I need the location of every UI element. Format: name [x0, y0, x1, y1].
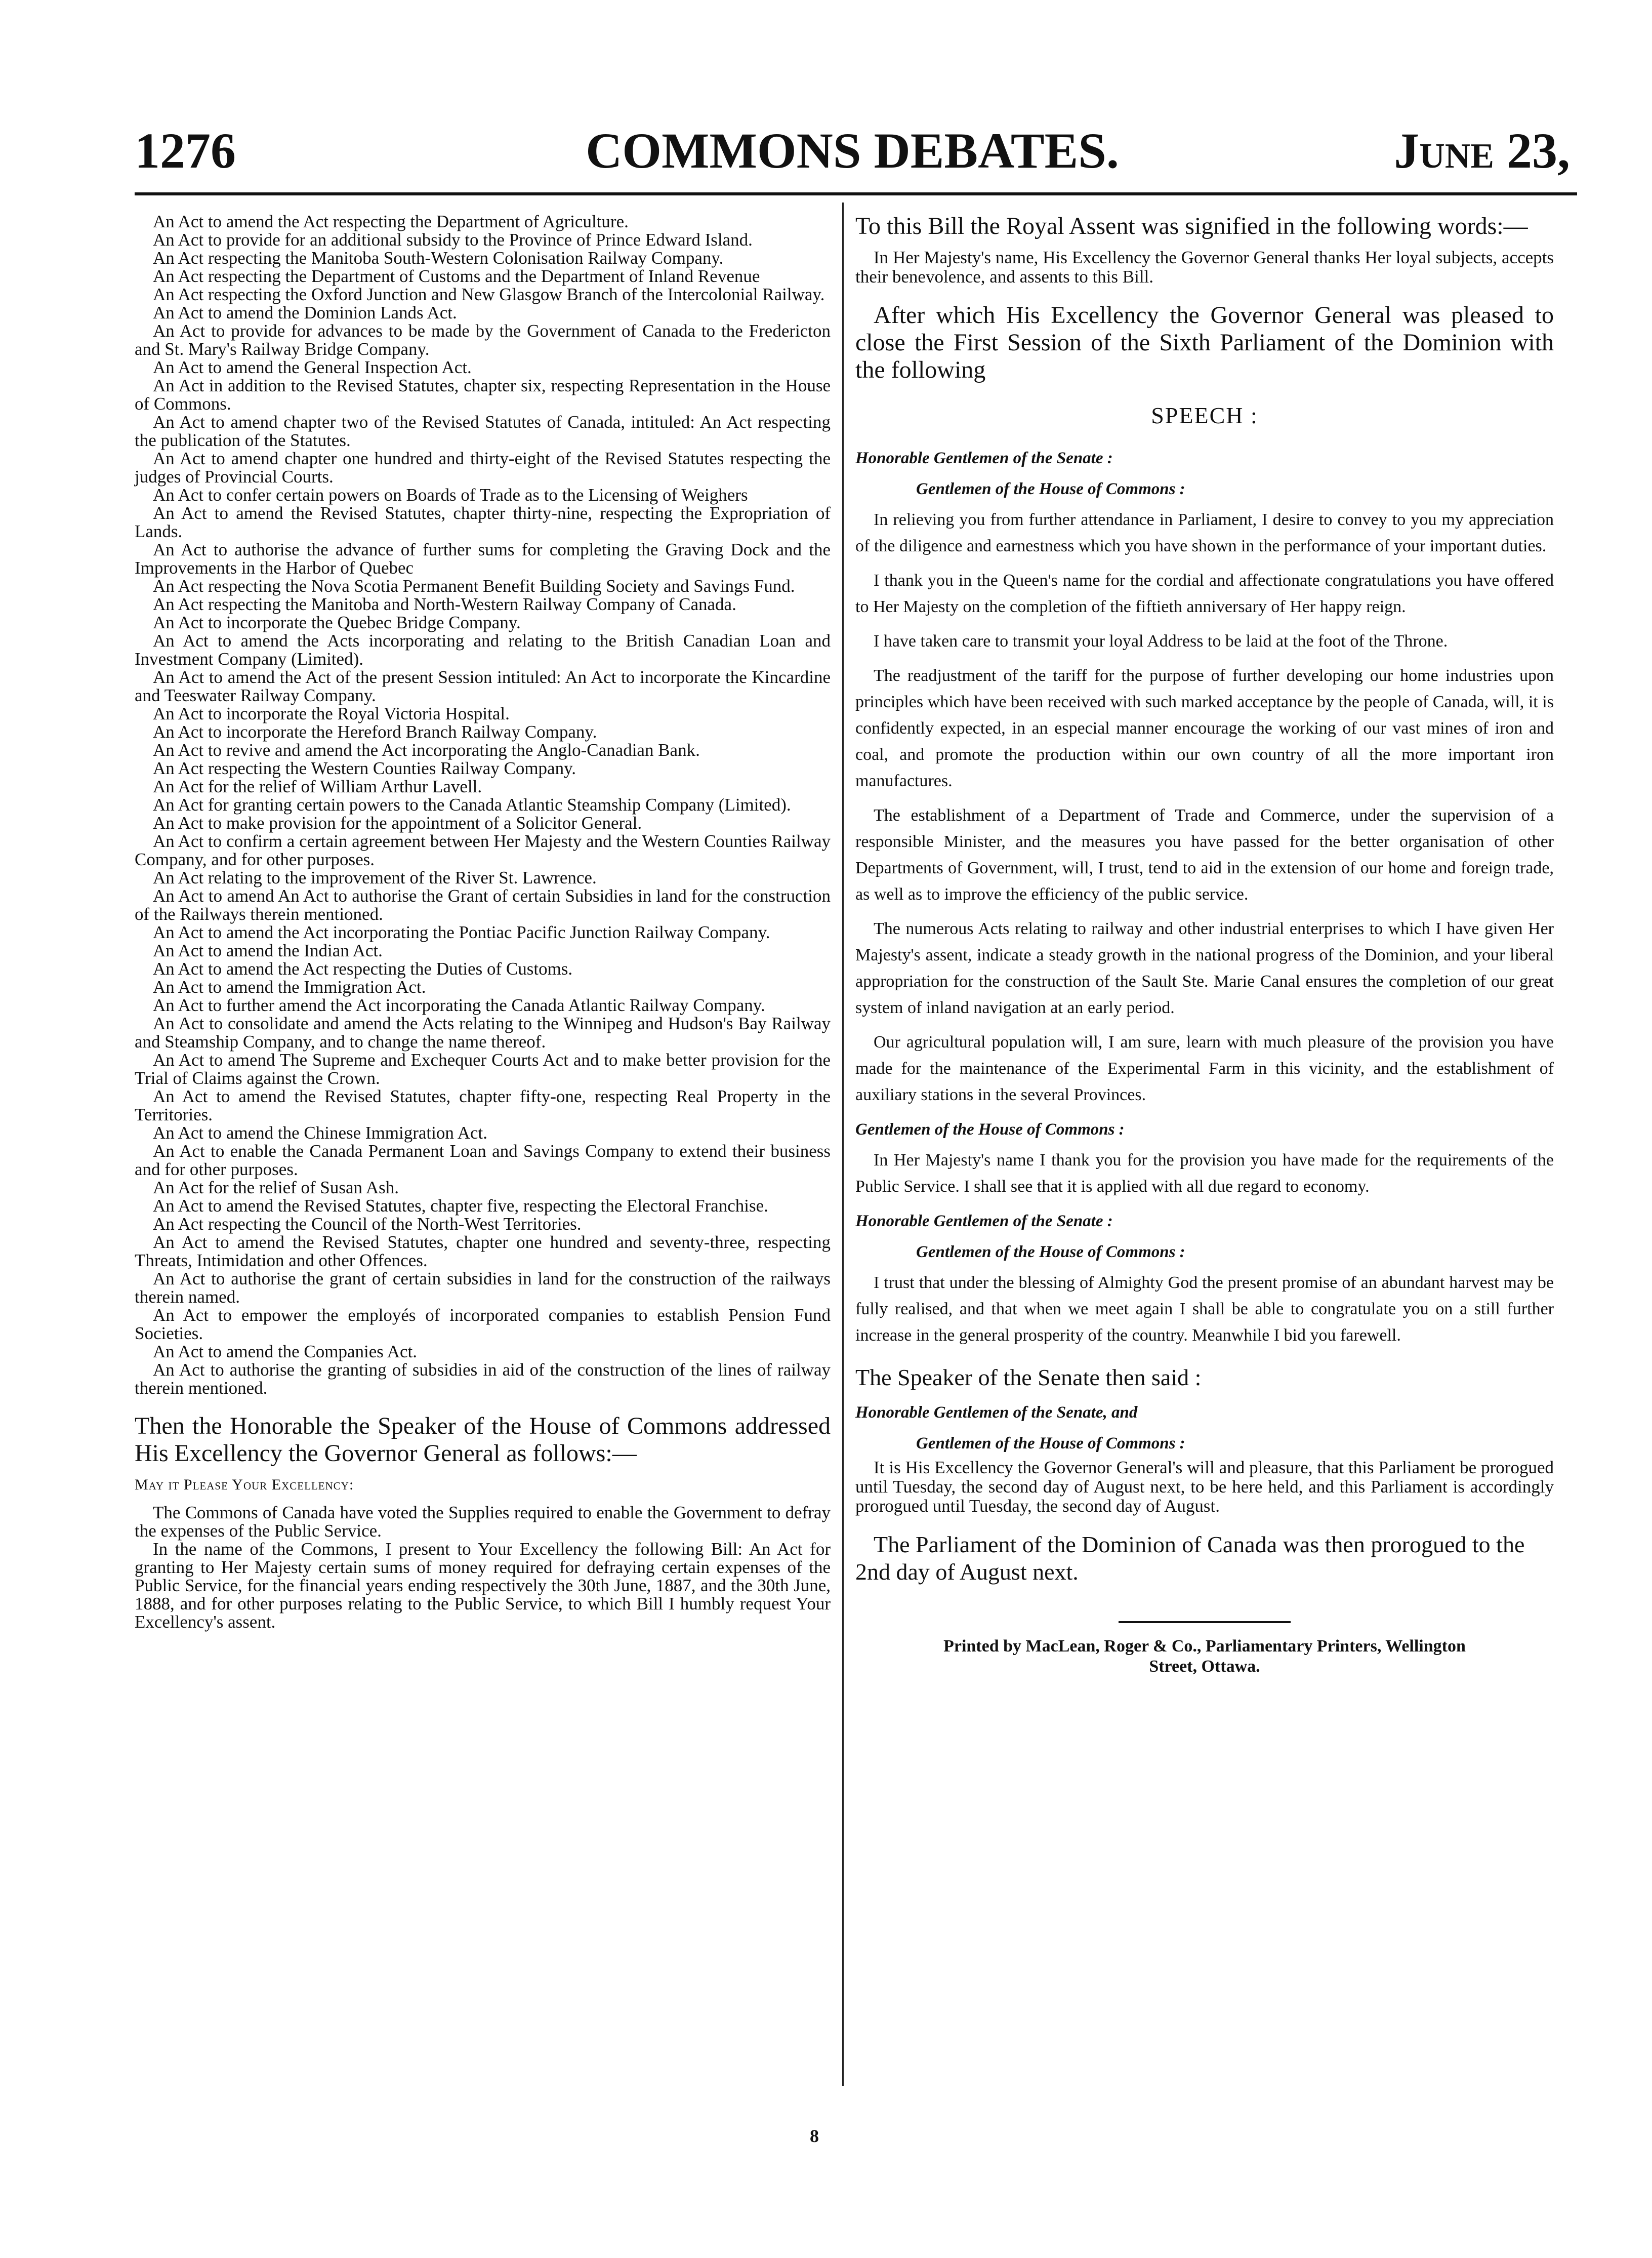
speech-heading: SPEECH : [1151, 402, 1258, 428]
after-paragraph: After which His Excellency the Governor General was pleased to close the First Session of the Sixth Parliament of the Dominion with the following [855, 302, 1554, 383]
act-item: An Act to provide for advances to be made by the Government of Canada to the Fredericton and St. Mary's Railway Bridge Company. [135, 321, 831, 359]
act-item: An Act to amend the General Inspection Act. [153, 357, 472, 377]
page-title: COMMONS DEBATES. [586, 123, 1119, 179]
acts-list [135, 213, 831, 1397]
signature-mark: 8 [810, 2126, 819, 2146]
act-item: An Act respecting the Oxford Junction and New Glasgow Branch of the Intercolonial Railway. [153, 285, 825, 304]
closing-paragraph: I trust that under the blessing of Almighty God the present promise of an abundant harvest may be fully realised, and that when we meet again I shall be able to congratulate you on a still further increase in the general prosperity of the country. Meanwhile I bid you farewell. [855, 1273, 1554, 1345]
address-paragraph-1: The Commons of Canada have voted the Supplies required to enable the Government to defray the expenses of the Public Service. [135, 1503, 831, 1541]
act-item: An Act to amend the Revised Statutes, chapter five, respecting the Electoral Franchise. [153, 1196, 768, 1216]
assent-text: In Her Majesty's name, His Excellency the Governor General thanks Her loyal subjects, accepts their benevolence, and assents to this Bill. [855, 248, 1554, 287]
printer-rule [1119, 1621, 1291, 1623]
act-item: An Act respecting the Nova Scotia Permanent Benefit Building Society and Savings Fund. [153, 576, 795, 596]
page-date: June 23, [1394, 123, 1570, 179]
right-column [855, 213, 1554, 1677]
act-item: An Act respecting the Manitoba South-Western Colonisation Railway Company. [153, 248, 724, 268]
act-item: An Act for the relief of William Arthur Lavell. [153, 777, 482, 796]
final-paragraph: The Parliament of the Dominion of Canada was then prorogued to the 2nd day of August next. [855, 1531, 1525, 1585]
act-item: An Act to provide for an additional subsidy to the Province of Prince Edward Island. [153, 230, 753, 250]
act-item: An Act to confirm a certain agreement between Her Majesty and the Western Counties Railway Company, and for other purposes. [135, 831, 831, 869]
act-item: An Act to amend the Revised Statutes, chapter thirty-nine, respecting the Expropriation of Lands. [135, 503, 831, 541]
speaker-said: The Speaker of the Senate then said : [855, 1364, 1202, 1390]
act-item: An Act to authorise the advance of further sums for completing the Graving Dock and the Improvements in the Harbor of Quebec [135, 540, 831, 578]
commons-heading-3: Gentlemen of the House of Commons : [916, 1243, 1185, 1261]
act-item: An Act to amend the Dominion Lands Act. [153, 303, 457, 322]
act-item: An Act to amend the Act respecting the Duties of Customs. [153, 959, 573, 979]
assent-intro: To this Bill the Royal Assent was signified in the following words:— [855, 213, 1528, 239]
prorogue-text: It is His Excellency the Governor General's will and pleasure, that this Parliament be prorogued until Tuesday, the second day of August next, to be here held, and this Parliament is accordingly prorogued until Tuesday, the second day of August. [855, 1458, 1554, 1516]
act-item: An Act to incorporate the Royal Victoria Hospital. [153, 704, 510, 723]
printer-line-2: Street, Ottawa. [1149, 1657, 1260, 1676]
act-item: An Act for the relief of Susan Ash. [153, 1178, 399, 1197]
address-paragraph-2: In the name of the Commons, I present to Your Excellency the following Bill: An Act for granting to Her Majesty certain sums of money required for defraying certain expenses of the Public Service, for the financial years ending respectively the 30th June, 1887, and the 30th June, 1888, and for other purposes relating to the Public Service, to which Bill I humbly request Your Excellency's assent. [135, 1539, 831, 1632]
act-item: An Act in addition to the Revised Statutes, chapter six, respecting Representation in the House of Commons. [135, 376, 831, 414]
act-item: An Act to make provision for the appointment of a Solicitor General. [153, 813, 642, 833]
act-item: An Act respecting the Council of the North-West Territories. [153, 1214, 582, 1234]
act-item: An Act to consolidate and amend the Acts relating to the Winnipeg and Hudson's Bay Railway and Steamship Company, and to change the name thereof. [135, 1014, 831, 1052]
act-item: An Act for granting certain powers to the Canada Atlantic Steamship Company (Limited). [153, 795, 791, 815]
act-item: An Act respecting the Manitoba and North-Western Railway Company of Canada. [153, 594, 736, 614]
printer-line-1: Printed by MacLean, Roger & Co., Parliamentary Printers, Wellington [943, 1637, 1466, 1656]
senate-heading-2: Honorable Gentlemen of the Senate : [855, 1212, 1113, 1230]
speech-paragraph: I thank you in the Queen's name for the cordial and affectionate congratulations you have offered to Her Majesty on the completion of the fiftieth anniversary of Her happy reign. [855, 571, 1554, 616]
act-item: An Act to amend the Indian Act. [153, 941, 383, 960]
speech-paragraph: Our agricultural population will, I am sure, learn with much pleasure of the provision you have made for the maintenance of the Experimental Farm in this vicinity, and the establishment of auxiliary stations in the several Provinces. [855, 1033, 1554, 1104]
act-item: An Act to amend the Chinese Immigration Act. [153, 1123, 487, 1143]
act-item: An Act respecting the Western Counties Railway Company. [153, 758, 576, 778]
commons-heading: Gentlemen of the House of Commons : [916, 480, 1185, 498]
act-item: An Act to incorporate the Hereford Branch Railway Company. [153, 722, 597, 742]
act-item: An Act to revive and amend the Act incorporating the Anglo-Canadian Bank. [153, 740, 700, 760]
speech-paragraph: The numerous Acts relating to railway and other industrial enterprises to which I have given Her Majesty's assent, indicate a steady growth in the national progress of the Dominion, and your liberal appropriation for the construction of the Sault Ste. Marie Canal ensures the completion of our great system of inland navigation at an early period. [855, 919, 1554, 1017]
speech-paragraph: The readjustment of the tariff for the purpose of further developing our home industries upon principles which have been received with such marked acceptance by the people of Canada, will, it is confidently expected, in an especial manner encourage the working of our vast mines of iron and coal, and promote the production within our own country of all the more important iron manufactures. [855, 666, 1554, 790]
page-header [135, 122, 1570, 192]
act-item: An Act to amend The Supreme and Exchequer Courts Act and to make better provision for the Trial of Claims against the Crown. [135, 1050, 831, 1088]
speech-paragraph: I have taken care to transmit your loyal Address to be laid at the foot of the Throne. [874, 632, 1448, 651]
act-item: An Act to further amend the Act incorporating the Canada Atlantic Railway Company. [153, 995, 765, 1015]
act-item: An Act to enable the Canada Permanent Loan and Savings Company to extend their business and for other purposes. [135, 1141, 831, 1179]
left-column [135, 213, 831, 1631]
act-item: An Act to confer certain powers on Boards of Trade as to the Licensing of Weighers [153, 485, 748, 505]
salutation: May it Please Your Excellency: [135, 1476, 354, 1493]
commons-heading-2: Gentlemen of the House of Commons : [855, 1120, 1125, 1139]
act-item: An Act to amend the Act of the present Session intituled: An Act to incorporate the Kincardine and Teeswater Railway Company. [135, 667, 831, 705]
act-item: An Act to incorporate the Quebec Bridge Company. [153, 613, 521, 632]
act-item: An Act to amend chapter one hundred and thirty-eight of the Revised Statutes respecting the judges of Provincial Courts. [135, 449, 831, 487]
act-item: An Act to empower the employés of incorporated companies to establish Pension Fund Societies. [135, 1305, 831, 1343]
act-item: An Act to amend the Revised Statutes, chapter one hundred and seventy-three, respecting Threats, Intimidation and other Offences. [135, 1232, 831, 1270]
act-item: An Act to amend the Act incorporating the Pontiac Pacific Junction Railway Company. [153, 922, 770, 942]
speech-paragraph: The establishment of a Department of Trade and Commerce, under the supervision of a responsible Minister, and the measures you have passed for the better organisation of other Departments of Government, will, I trust, tend to aid in the extension of our home and foreign trade, as well as to improve the efficiency of the public service. [855, 806, 1554, 904]
column-divider [842, 203, 844, 2086]
act-item: An Act to amend the Immigration Act. [153, 977, 426, 997]
act-item: An Act relating to the improvement of the River St. Lawrence. [153, 868, 597, 888]
speech-paragraphs [855, 507, 1554, 1108]
act-item: An Act to authorise the grant of certain subsidies in land for the construction of the railways therein named. [135, 1269, 831, 1307]
act-item: An Act to amend the Companies Act. [153, 1342, 417, 1361]
act-item: An Act respecting the Department of Customs and the Department of Inland Revenue [153, 266, 760, 286]
senate-and-heading: Honorable Gentlemen of the Senate, and [855, 1403, 1138, 1422]
page-number: 1276 [135, 123, 236, 179]
act-item: An Act to amend An Act to authorise the Grant of certain Subsidies in land for the construction of the Railways therein mentioned. [135, 886, 831, 924]
commons-paragraph: In Her Majesty's name I thank you for the provision you have made for the requirements of the Public Service. I shall see that it is applied with all due regard to economy. [855, 1151, 1554, 1196]
act-item: An Act to amend the Acts incorporating and relating to the British Canadian Loan and Investment Company (Limited). [135, 631, 831, 669]
commons-heading-4: Gentlemen of the House of Commons : [916, 1434, 1185, 1453]
senate-heading: Honorable Gentlemen of the Senate : [855, 449, 1113, 467]
act-item: An Act to authorise the granting of subsidies in aid of the construction of the lines of railway therein mentioned. [135, 1360, 831, 1398]
speech-paragraph: In relieving you from further attendance in Parliament, I desire to convey to you my appreciation of the diligence and earnestness which you have shown in the performance of your important duties. [855, 510, 1554, 555]
then-paragraph: Then the Honorable the Speaker of the House of Commons addressed His Excellency the Governor General as follows:— [135, 1413, 831, 1467]
act-item: An Act to amend the Revised Statutes, chapter fifty-one, respecting Real Property in the Territories. [135, 1086, 831, 1124]
act-item: An Act to amend the Act respecting the Department of Agriculture. [153, 212, 629, 231]
act-item: An Act to amend chapter two of the Revised Statutes of Canada, intituled: An Act respecting the publication of the Statutes. [135, 412, 831, 450]
header-rule [135, 192, 1577, 195]
